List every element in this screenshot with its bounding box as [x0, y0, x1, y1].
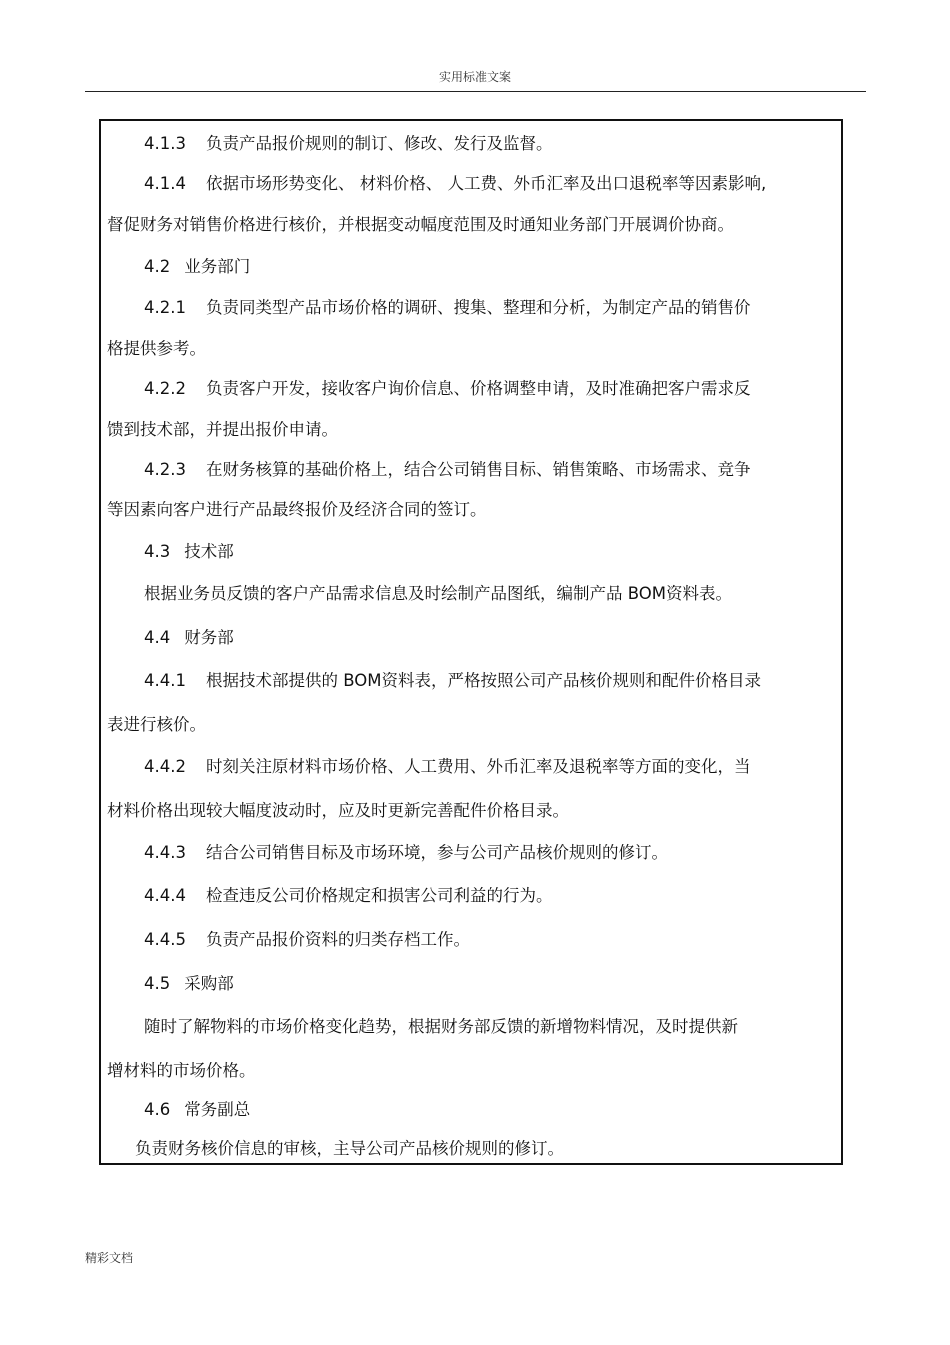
section-number: 4.4 — [144, 628, 171, 647]
section-number: 4.6 — [144, 1100, 171, 1119]
clause-4-2-2-cont — [107, 419, 338, 441]
clause-4-2-1 — [144, 297, 750, 319]
clause-text: 等因素向客户进行产品最终报价及经济合同的签订。 — [107, 500, 487, 519]
clause-number: 4.1.4 — [144, 174, 186, 193]
clause-4-2-1-cont — [107, 338, 206, 360]
clause-text: 根据业务员反馈的客户产品需求信息及时绘制产品图纸，编制产品 BOM资料表。 — [144, 584, 732, 603]
clause-4-1-4 — [144, 173, 766, 195]
clause-4-2-3-cont — [107, 499, 487, 521]
clause-text: 表进行核价。 — [107, 715, 206, 734]
clause-4-1-4-cont — [107, 214, 734, 236]
clause-text: 负责财务核价信息的审核，主导公司产品核价规则的修订。 — [135, 1139, 564, 1158]
clause-text: 时刻关注原材料市场价格、人工费用、外币汇率及退税率等方面的变化，当 — [205, 757, 751, 776]
section-number: 4.3 — [144, 542, 171, 561]
clause-text: 随时了解物料的市场价格变化趋势，根据财务部反馈的新增物料情况，及时提供新 — [144, 1017, 738, 1036]
clause-4-4-5 — [144, 929, 470, 951]
clause-number: 4.4.3 — [144, 843, 186, 862]
clause-number: 4.4.1 — [144, 671, 186, 690]
section-title: 业务部门 — [184, 257, 251, 276]
clause-4-2-2 — [144, 378, 750, 400]
content-frame — [99, 119, 843, 1165]
clause-text: 依据市场形势变化、 材料价格、 人工费、外币汇率及出口退税率等因素影响, — [205, 174, 767, 193]
section-number: 4.2 — [144, 257, 171, 276]
section-4-3-body — [144, 583, 732, 605]
clause-4-4-2 — [144, 756, 750, 778]
clause-text: 负责产品报价资料的归类存档工作。 — [205, 930, 470, 949]
clause-text: 格提供参考。 — [107, 339, 206, 358]
clause-number: 4.4.4 — [144, 886, 186, 905]
clause-text: 材料价格出现较大幅度波动时，应及时更新完善配件价格目录。 — [107, 801, 569, 820]
clause-number: 4.1.3 — [144, 134, 186, 153]
clause-text: 增材料的市场价格。 — [107, 1061, 256, 1080]
clause-text: 根据技术部提供的 BOM资料表，严格按照公司产品核价规则和配件价格目录 — [205, 671, 761, 690]
clause-4-4-3 — [144, 842, 668, 864]
section-4-6 — [144, 1099, 250, 1121]
clause-text: 负责同类型产品市场价格的调研、搜集、整理和分析，为制定产品的销售价 — [205, 298, 751, 317]
clause-text: 负责客户开发，接收客户询价信息、价格调整申请，及时准确把客户需求反 — [205, 379, 751, 398]
clause-4-4-4 — [144, 885, 552, 907]
clause-number: 4.2.2 — [144, 379, 186, 398]
clause-number: 4.2.3 — [144, 460, 186, 479]
section-4-4 — [144, 627, 234, 649]
clause-text: 在财务核算的基础价格上，结合公司销售目标、销售策略、市场需求、竞争 — [205, 460, 751, 479]
clause-text: 督促财务对销售价格进行核价，并根据变动幅度范围及时通知业务部门开展调价协商。 — [107, 215, 734, 234]
clause-text: 馈到技术部，并提出报价申请。 — [107, 420, 338, 439]
clause-4-4-2-cont — [107, 800, 569, 822]
section-title: 采购部 — [184, 974, 234, 993]
clause-number: 4.4.2 — [144, 757, 186, 776]
section-title: 技术部 — [184, 542, 234, 561]
section-title: 常务副总 — [184, 1100, 251, 1119]
clause-text: 结合公司销售目标及市场环境，参与公司产品核价规则的修订。 — [205, 843, 668, 862]
page-footer-text: 精彩文档 — [85, 1251, 134, 1265]
clause-number: 4.4.5 — [144, 930, 186, 949]
clause-4-4-1 — [144, 670, 761, 692]
section-4-5-body-cont — [107, 1060, 256, 1082]
section-4-6-body — [135, 1138, 564, 1160]
section-4-5 — [144, 973, 234, 995]
clause-4-2-3 — [144, 459, 750, 481]
section-4-5-body — [144, 1016, 738, 1038]
clause-text: 检查违反公司价格规定和损害公司利益的行为。 — [205, 886, 553, 905]
clause-text: 负责产品报价规则的制订、修改、发行及监督。 — [205, 134, 553, 153]
section-number: 4.5 — [144, 974, 171, 993]
section-4-3 — [144, 541, 234, 563]
clause-4-4-1-cont — [107, 714, 206, 736]
page-header-title: 实用标准文案 — [438, 70, 511, 84]
header-divider — [85, 91, 866, 92]
clause-number: 4.2.1 — [144, 298, 186, 317]
clause-4-1-3 — [144, 133, 552, 155]
section-title: 财务部 — [184, 628, 234, 647]
section-4-2 — [144, 256, 250, 278]
